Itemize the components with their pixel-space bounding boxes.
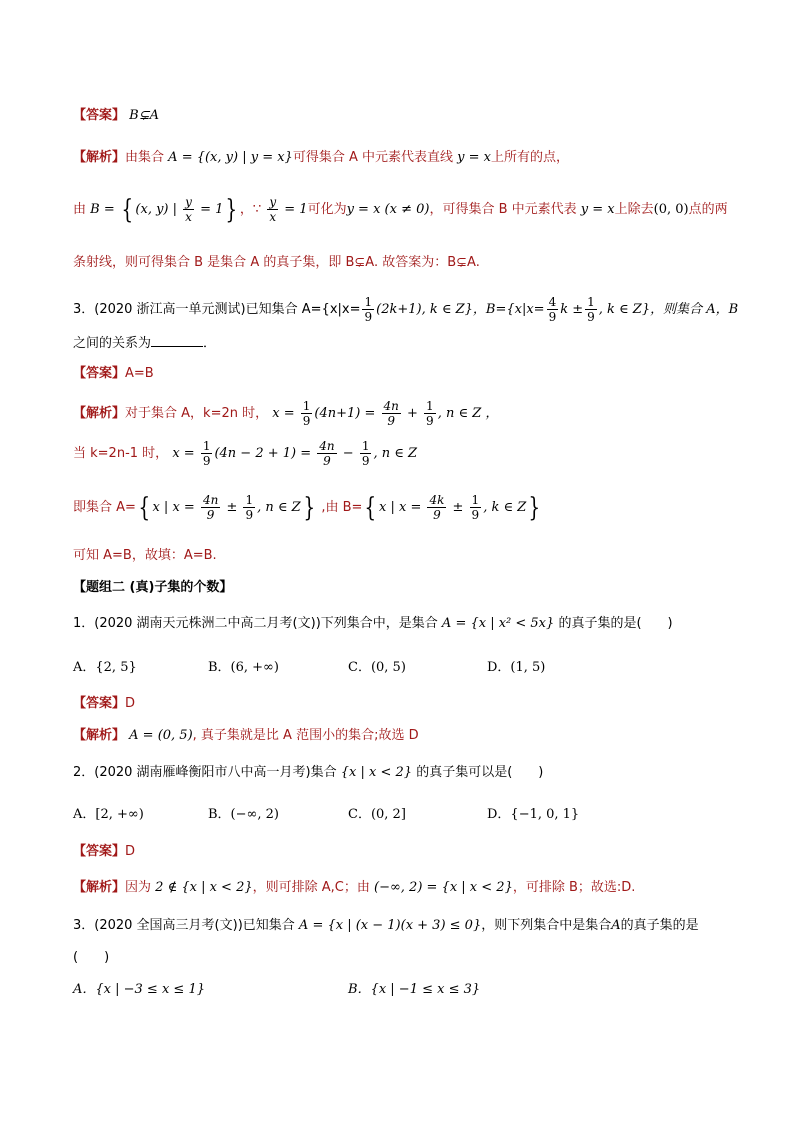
- math: , n ∈ Z: [373, 446, 418, 461]
- text: ,由 B=: [317, 500, 363, 515]
- math: x =: [172, 446, 199, 461]
- frac-den: 9: [361, 454, 370, 468]
- analysis-line: [73, 148, 569, 168]
- answer-value: A=B: [125, 366, 154, 381]
- analysis-line: 可知 A=B，故填：A=B.: [73, 548, 217, 563]
- frac-den: 9: [302, 414, 311, 428]
- answer-value: D: [125, 696, 136, 711]
- math: , n ∈ Z ，: [437, 406, 499, 421]
- option-a[interactable]: A．[2, +∞): [73, 807, 144, 822]
- text: 3．(2020 全国高三月考(文))已知集合: [73, 918, 295, 933]
- problem-1-stem: [73, 614, 673, 634]
- frac-num: 1: [202, 439, 211, 453]
- frac-num: 1: [302, 399, 311, 413]
- analysis-line: [73, 436, 417, 472]
- frac-den: 9: [202, 454, 211, 468]
- problem-2-stem: [73, 763, 543, 783]
- option-a[interactable]: A．{2, 5}: [73, 660, 137, 675]
- math: , n ∈ Z: [257, 500, 301, 515]
- analysis-tag: 【解析】: [73, 150, 126, 165]
- problem-3-stem: [73, 916, 699, 936]
- question-3-line2: [73, 334, 216, 354]
- math: −: [338, 446, 358, 461]
- math: x | x =: [152, 500, 199, 515]
- analysis-tag: 【解析】: [73, 880, 126, 895]
- text: 点的两: [688, 202, 728, 217]
- frac-num: 1: [364, 295, 373, 309]
- text: ．: [203, 336, 217, 351]
- option-d[interactable]: D．(1, 5): [487, 660, 546, 675]
- text: 3．(2020 浙江高一单元测试)已知集合 A={x|x=: [73, 302, 361, 317]
- math-set: A = {(x, y) | y = x}: [168, 150, 293, 165]
- math: y = x: [580, 202, 615, 217]
- text: ，可得集合 B 中元素代表: [429, 202, 577, 217]
- frac-num: 4k: [429, 493, 445, 507]
- answer-tag: 【答案】: [73, 366, 126, 381]
- text: 可得集合 A 中元素代表直线: [292, 150, 453, 165]
- answer-tag: 【答案】: [73, 844, 126, 859]
- frac-den: 9: [587, 310, 595, 324]
- math: A = (0, 5): [129, 728, 193, 743]
- frac-den: 9: [548, 310, 557, 324]
- math-set: A = {x | x² < 5x}: [441, 616, 555, 631]
- frac-num: 1: [587, 295, 595, 309]
- frac-num: 4n: [319, 439, 335, 453]
- text: ，则下列集合中是集合: [481, 918, 612, 933]
- math: (0, 0): [653, 202, 689, 217]
- math: , k ∈ Z: [483, 500, 527, 515]
- frac-num: y: [269, 195, 277, 209]
- answer-tag: 【答案】: [73, 696, 126, 711]
- option-d[interactable]: D．{−1, 0, 1}: [487, 807, 580, 822]
- option-b[interactable]: B．(−∞, 2): [208, 807, 279, 822]
- frac-num: 4: [548, 295, 557, 309]
- math: ±: [222, 500, 242, 515]
- text: 的真子集可以是( ): [416, 765, 544, 780]
- frac-num: 4n: [202, 493, 219, 507]
- text: 可化为: [307, 202, 347, 217]
- math-set: A = {x | (x − 1)(x + 3) ≤ 0}: [298, 918, 482, 933]
- frac-num: 1: [426, 399, 434, 413]
- section-heading: 【题组二 (真)子集的个数】: [73, 580, 233, 595]
- math: = 1: [195, 202, 224, 217]
- text: 的真子集的是: [620, 918, 699, 933]
- math: x | x =: [379, 500, 426, 515]
- text: 因为: [125, 880, 152, 895]
- answer-line: [73, 694, 135, 714]
- math: k ±: [560, 302, 584, 317]
- frac-den: 9: [433, 508, 441, 522]
- math: 2 ∉ {x | x < 2}: [155, 880, 253, 895]
- frac-den: 9: [206, 508, 215, 522]
- option-a[interactable]: A．{x | −3 ≤ x ≤ 1}: [73, 982, 205, 997]
- math: (−∞, 2) = {x | x < 2}: [374, 880, 513, 895]
- frac-den: 9: [245, 508, 254, 522]
- math: (4n − 2 + 1) =: [214, 446, 316, 461]
- text: 即集合 A=: [73, 500, 136, 515]
- math: ±: [448, 500, 468, 515]
- option-c[interactable]: C．(0, 2]: [348, 807, 406, 822]
- frac-den: 9: [426, 414, 434, 428]
- frac-num: 1: [361, 439, 370, 453]
- frac-den: x: [185, 210, 192, 224]
- question-3: [73, 294, 738, 326]
- text: 上所有的点，: [490, 150, 569, 165]
- frac-den: 9: [387, 414, 395, 428]
- analysis-line: 由 B = { (x, y) | $\frac{y}{x}$ = 1} ，∵ $\frac{y}{x}$ = 1可化为y = x (x ≠ 0)，可得集合 B 中元素代表 y = x上除去(0, 0)点的两: [73, 194, 728, 225]
- text: 1．(2020 湖南天元株洲二中高二月考(文))下列集合中，是集合: [73, 616, 438, 631]
- math-set: {x | x < 2}: [340, 765, 413, 780]
- answer-line: [73, 106, 159, 126]
- text: 由: [73, 202, 87, 217]
- option-b[interactable]: B．(6, +∞): [208, 660, 279, 675]
- answer-value: B⊊A: [129, 108, 159, 123]
- answer-blank: [151, 334, 203, 347]
- math: = 1: [280, 202, 308, 217]
- math: x =: [272, 406, 299, 421]
- option-c[interactable]: C．(0, 5): [348, 660, 406, 675]
- frac-den: 9: [471, 508, 480, 522]
- math: (4n+1) =: [314, 406, 380, 421]
- analysis-line: 条射线，则可得集合 B 是集合 A 的真子集，即 B⊊A. 故答案为：B⊊A.: [73, 255, 480, 270]
- text: 的真子集的是( ): [558, 616, 673, 631]
- text: 当 k=2n-1 时，: [73, 446, 169, 461]
- text: , 真子集就是比 A 范围小的集合;故选 D: [192, 728, 419, 743]
- analysis-tag: 【解析】: [73, 406, 126, 421]
- analysis-line: [73, 726, 419, 746]
- math-eq: y = x: [457, 150, 491, 165]
- text: 上除去: [614, 202, 654, 217]
- text: 2．(2020 湖南雁峰衡阳市八中高一月考)集合: [73, 765, 337, 780]
- analysis-line: 即集合 A={ x | x = $\frac{4n}{9}$ ± $\frac{1}{9}$ , n ∈ Z} ,由 B={ x | x = $\frac{4k}{9}$ ± $\frac{1}{9}$ , k ∈ Z}: [73, 492, 541, 523]
- frac-den: 9: [364, 310, 373, 324]
- frac-num: 1: [245, 493, 254, 507]
- answer-tag: 【答案】: [73, 108, 126, 123]
- analysis-line: [73, 396, 498, 432]
- frac-den: 9: [323, 454, 331, 468]
- math: , k ∈ Z}，则集合 A，B: [598, 302, 739, 317]
- math: +: [402, 406, 423, 421]
- frac-num: 1: [471, 493, 480, 507]
- analysis-tag: 【解析】: [73, 728, 126, 743]
- text: ，则可排除 A,C；由: [252, 880, 370, 895]
- frac-den: x: [269, 210, 277, 224]
- text: 对于集合 A，k=2n 时，: [125, 406, 269, 421]
- answer-line: [73, 364, 154, 384]
- option-b[interactable]: B．{x | −1 ≤ x ≤ 3}: [348, 982, 481, 997]
- answer-line: [73, 842, 135, 862]
- text: 由集合: [125, 150, 165, 165]
- text: ，可排除 B；故选:D.: [512, 880, 636, 895]
- math: B =: [90, 202, 119, 217]
- frac-num: y: [185, 195, 192, 209]
- math: y = x (x ≠ 0): [346, 202, 430, 217]
- math: (2k+1), k ∈ Z}，B={x|x=: [376, 302, 545, 317]
- answer-value: D: [125, 844, 136, 859]
- text: 之间的关系为: [73, 336, 152, 351]
- math: A: [611, 918, 621, 933]
- text: ，∵: [239, 202, 262, 217]
- math: (x, y) |: [135, 202, 182, 217]
- answer-paren: ( ): [73, 950, 110, 965]
- frac-num: 4n: [383, 399, 399, 413]
- analysis-line: [73, 878, 635, 898]
